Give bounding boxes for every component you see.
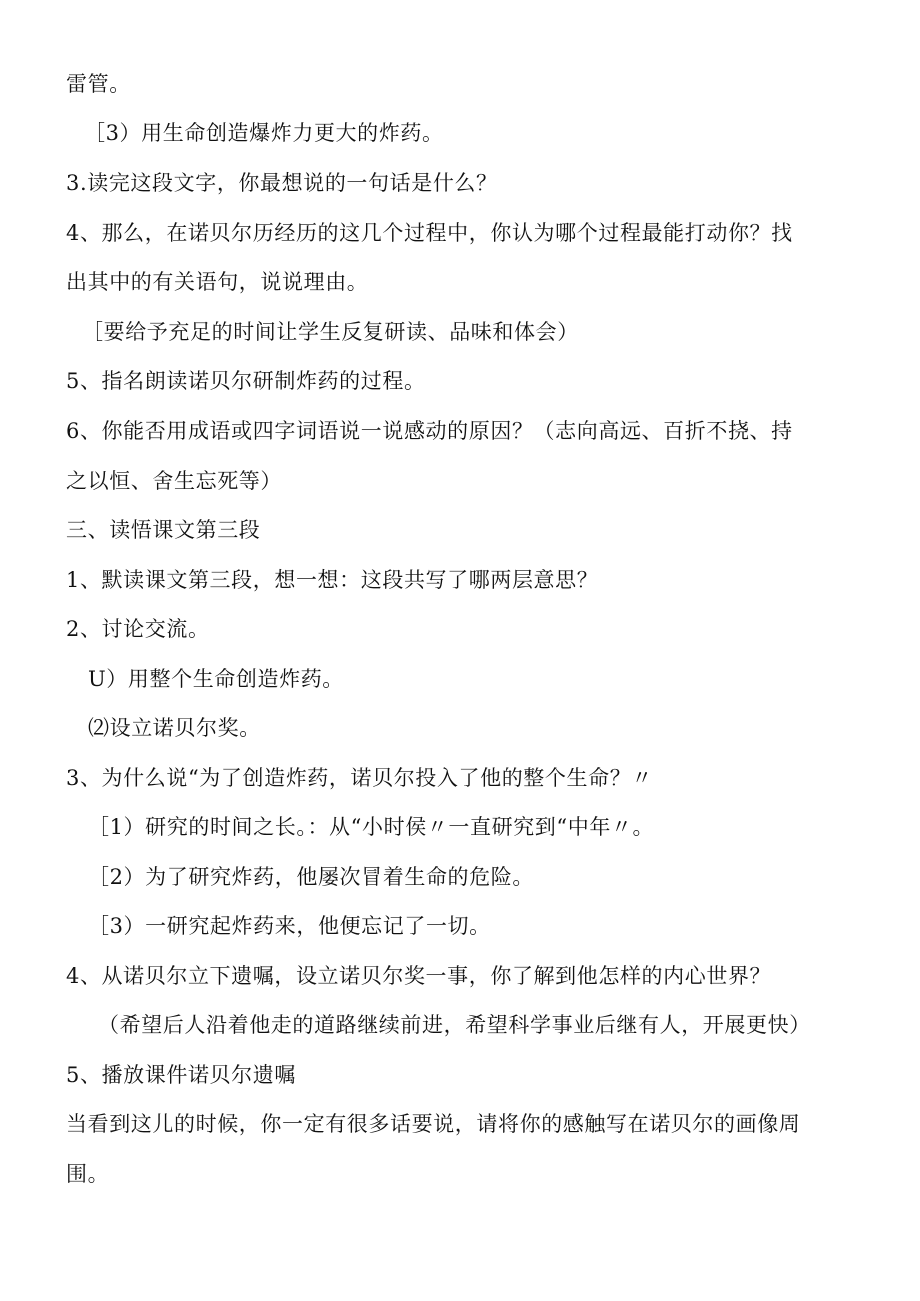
text-line: ［3）用生命创造爆炸力更大的炸药。 <box>84 121 444 145</box>
text-line: ［1）研究的时间之长。：从“小时侯〃一直研究到“中年〃。 <box>88 815 655 839</box>
text-line: ［2）为了研究炸药，他屡次冒着生命的危险。 <box>88 865 534 889</box>
text-line: 3、为什么说“为了创造炸药，诺贝尔投入了他的整个生命？〃 <box>66 766 653 790</box>
text-line: 雷管。 <box>66 72 131 96</box>
text-line: 围。 <box>66 1162 110 1186</box>
text-line: 4、从诺贝尔立下遗嘱，设立诺贝尔奖一事，你了解到他怎样的内心世界？ <box>66 964 772 988</box>
text-line: ［3）一研究起炸药来，他便忘记了一切。 <box>88 914 491 938</box>
text-line: ［要给予充足的时间让学生反复研读、品味和体会） <box>82 320 579 344</box>
text-line: 2、讨论交流。 <box>66 617 210 641</box>
text-line: 当看到这儿的时候，你一定有很多话要说，请将你的感触写在诺贝尔的画像周 <box>66 1112 801 1136</box>
text-line: 之以恒、舍生忘死等） <box>66 469 282 493</box>
text-line: （希望后人沿着他走的道路继续前进，希望科学事业后继有人，开展更快） <box>98 1013 811 1037</box>
text-line: 5、指名朗读诺贝尔研制炸药的过程。 <box>66 369 426 393</box>
text-line: U）用整个生命创造炸药。 <box>88 667 344 691</box>
text-line: 出其中的有关语句，说说理由。 <box>66 270 369 294</box>
text-line: 3.读完这段文字，你最想说的一句话是什么？ <box>66 171 498 195</box>
text-line: 6、你能否用成语或四字词语说一说感动的原因？（志向高远、百折不挠、持 <box>66 419 793 443</box>
section-heading: 三、读悟课文第三段 <box>66 518 261 542</box>
text-line: 5、播放课件诺贝尔遗嘱 <box>66 1063 296 1087</box>
text-line: 4、那么，在诺贝尔历经历的这几个过程中，你认为哪个过程最能打动你？找 <box>66 221 793 245</box>
text-line: 1、默读课文第三段，想一想：这段共写了哪两层意思？ <box>66 568 599 592</box>
text-line: ⑵设立诺贝尔奖。 <box>88 716 261 740</box>
